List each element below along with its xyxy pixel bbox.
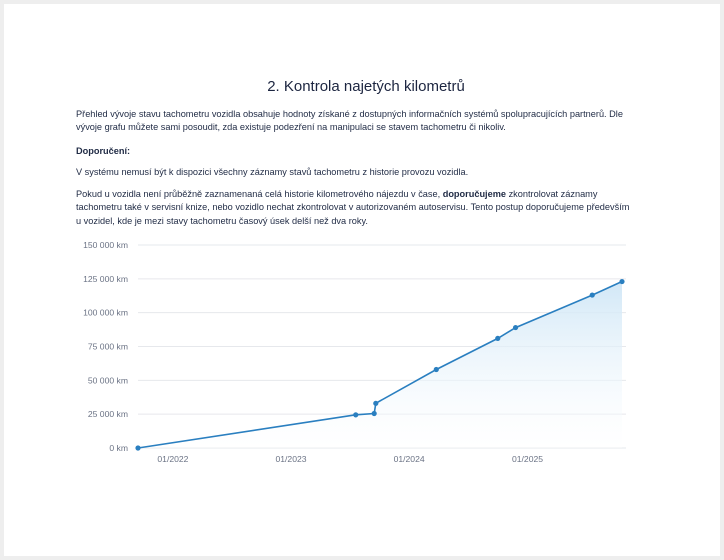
y-axis-labels <box>83 240 128 453</box>
data-point <box>353 412 358 417</box>
x-tick-label: 01/2024 <box>393 454 425 464</box>
x-tick-label: 01/2022 <box>157 454 189 464</box>
data-point <box>434 367 439 372</box>
records-note-paragraph: V systému nemusí být k dispozici všechny záznamy stavů tachometru z historie provozu vozidla. <box>76 167 469 177</box>
y-tick-label: 50 000 km <box>87 375 128 386</box>
y-tick-label: 150 000 km <box>83 240 128 250</box>
x-axis-labels <box>157 454 543 464</box>
recommendation-emphasis: doporučujeme <box>442 189 507 199</box>
data-point <box>513 325 518 330</box>
recommendation-text-end: zkontrolovat záznamy tachometru také v servisní knize, nebo vozidlo nechat zkontrolovat v autorizovaném autoservisu. Tento postup doporučujeme především u vozidel, kde je mezi stavy tachometru časový úsek delší než dva roky. <box>76 189 630 226</box>
data-point <box>373 401 378 406</box>
section-heading: 2. Kontrola najetých kilometrů <box>267 78 465 95</box>
x-tick-label: 01/2023 <box>275 454 307 464</box>
overview-paragraph: Přehled vývoje stavu tachometru vozidla obsahuje hodnoty získané z dostupných informačních systémů spolupracujících partnerů. Dle vývoje grafu můžete sami posoudit, zda existuje podezření na manipulaci se stavem tachometru či nikoliv. <box>76 109 623 133</box>
data-point <box>372 411 377 416</box>
y-tick-label: 100 000 km <box>83 307 128 318</box>
data-point <box>135 445 140 450</box>
y-tick-label: 75 000 km <box>87 341 128 352</box>
y-tick-label: 25 000 km <box>87 409 128 420</box>
recommendation-text-start: Pokud u vozidla není průběžně zaznamenaná celá historie kilometrového nájezdu v čase, <box>76 189 443 199</box>
x-tick-label: 01/2025 <box>511 454 544 464</box>
y-tick-label: 125 000 km <box>83 273 128 284</box>
data-point <box>619 279 624 284</box>
data-point <box>590 292 595 297</box>
data-point <box>495 336 500 341</box>
mileage-area <box>138 282 622 449</box>
recommendation-label: Doporučení: <box>76 146 131 156</box>
y-tick-label: 0 km <box>109 443 128 453</box>
